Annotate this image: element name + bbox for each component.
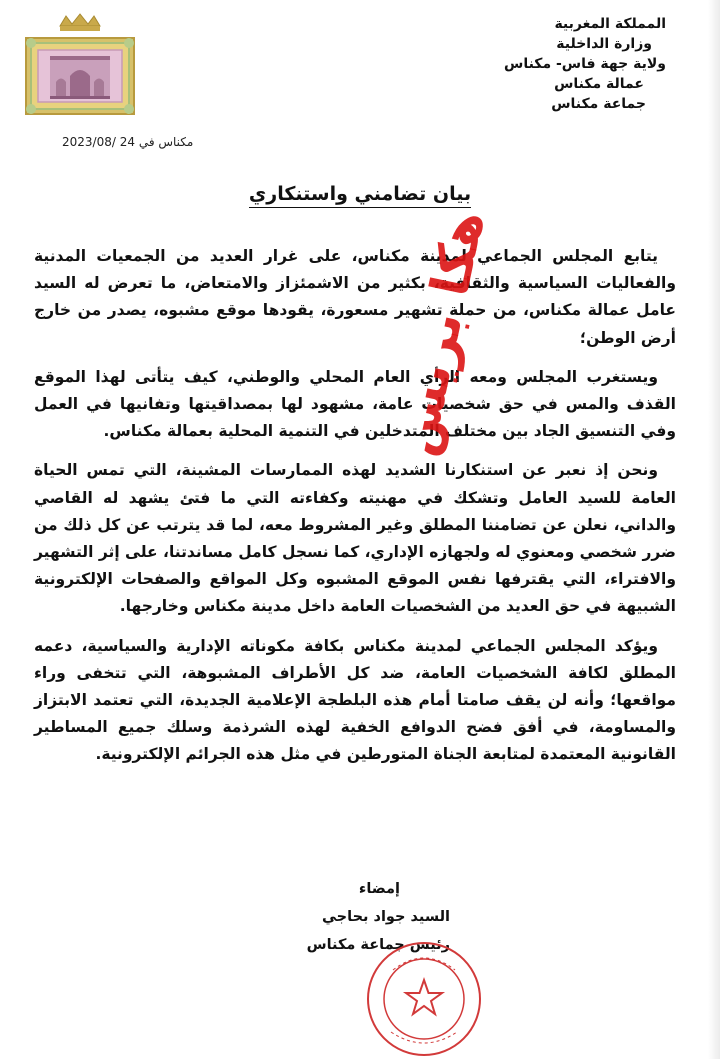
document-title	[0, 183, 720, 205]
header-line-wilaya: ولاية جهة فاس- مكناس	[504, 56, 666, 72]
paragraph-1: يتابع المجلس الجماعي لمدينة مكناس، على غرار العديد من الجمعيات المدنية والفعاليات السياسية والثقافية، بكثير من الاشمئزاز والامتعاض، ما تعرض له السيد عامل عمالة مكناس، من حملة تشهير مسعورة، يقودها موقع مشبوه، يصدر من خارج أرض الوطن؛	[34, 247, 676, 347]
signatory-role: رئيس جماعة مكناس	[306, 937, 450, 953]
signatory-name: السيد جواد بحاجي	[322, 909, 450, 925]
city-gate-emblem-icon	[20, 12, 140, 116]
header-line-ministry: وزارة الداخلية	[556, 36, 652, 52]
header-line-prefecture: عمالة مكناس	[554, 76, 644, 92]
signature-block	[0, 875, 720, 959]
document-date: مكناس في 24 /2023/08	[62, 135, 194, 149]
star-seal-icon	[365, 940, 483, 1058]
header-line-kingdom: المملكة المغربية	[554, 16, 666, 32]
page-edge-shadow	[708, 0, 720, 1059]
header-line-commune: جماعة مكناس	[551, 96, 646, 112]
paragraph-2: ويستغرب المجلس ومعه الرأي العام المحلي والوطني، كيف يتأتى لهذا الموقع القذف والمس في حق شخصيات عامة، مشهود لها بمصداقيتها وتفانيها في العمل وفي التنسيق الجاد بين مختلف المتدخلين في التنمية المحلية بعمالة مكناس.	[34, 367, 676, 441]
document-body	[34, 243, 676, 781]
ministry-header	[426, 14, 666, 114]
watermark-text: هكا بريس	[386, 205, 497, 461]
document-title-text: بيان تضامني واستنكاري	[249, 183, 471, 208]
paragraph-3: ونحن إذ نعبر عن استنكارنا الشديد لهذه الممارسات المشينة، التي تمس الحياة العامة للسيد العامل وتشكك في مهنيته وكفاءته التي ما فتئ يشهد له القاصي والداني، نعلن عن تضامننا المطلق وغير المشروط معه، لما قد يترتب عن كل ذلك من ضرر شخصي ومعنوي له ولجهازه الإداري، كما نسجل كامل مساندتنا، على إثر التشهير والافتراء، التي يقترفها نفس الموقع المشبوه وكل المواقع والصفحات الإلكترونية الشبيهة في حق العديد من الشخصيات العامة داخل مدينة مكناس وخارجها.	[34, 461, 676, 616]
paragraph-4: ويؤكد المجلس الجماعي لمدينة مكناس بكافة مكوناته الإدارية والسياسية، دعمه المطلق لكافة الشخصيات العامة، ضد كل الأطراف المشبوهة، التي تتخفى وراء مواقعها؛ وأنه لن يقف صامتا أمام هذه البلطجة الإعلامية الجديدة، التي تعتمد الابتزاز والمساومة، في أفق فضح الدوافع الخفية لهذه الشرذمة وسلك جميع المساطير القانونية المعتمدة لمتابعة الجناة المتورطين في مثل هذه الجرائم الإلكترونية.	[34, 636, 676, 764]
signature-label: إمضاء	[358, 881, 400, 897]
